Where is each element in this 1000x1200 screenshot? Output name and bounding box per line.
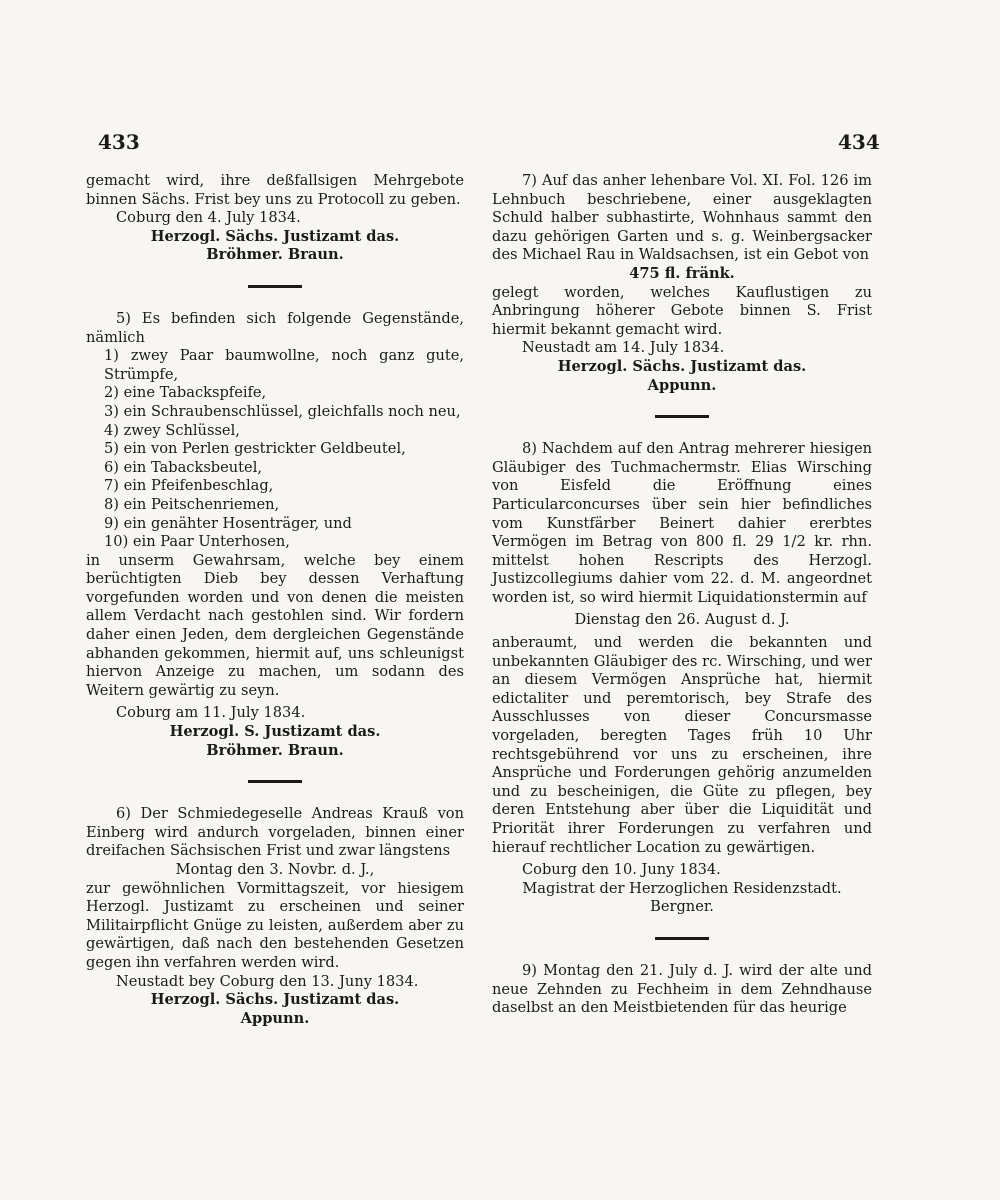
notice-7-amount: 475 fl. fränk. — [629, 264, 735, 282]
notice-7-body: 7) Auf das anher lehenbare Vol. XI. Fol. 126 im Lehnbuch beschriebene, einer ausgeklagten Schuld halber subhastirte, Wohnhaus sammt den dazu gehörigen Garten und s. g. Weinbergsacker des Michael Rau in Waldsachsen, ist ein Gebot von — [492, 172, 872, 264]
continued-notice-text: gemacht wird, ihre deßfallsigen Mehrgebote binnen Sächs. Frist bey uns zu Protocoll zu geben. — [86, 172, 464, 208]
section-divider — [248, 285, 302, 288]
notice-5-signers: Bröhmer. Braun. — [206, 741, 344, 759]
notice-6-date: Montag den 3. Novbr. d. J., — [175, 861, 375, 878]
notice-5-item-list — [86, 347, 464, 552]
notice-7-signer: Appunn. — [647, 376, 717, 394]
notice-9-body: 9) Montag den 21. July d. J. wird der alte und neue Zehnden zu Fechheim in dem Zehndhause daselbst an den Meistbietenden für das heurige — [492, 961, 872, 1017]
list-item: 10) ein Paar Unterhosen, — [104, 533, 290, 551]
list-item: 6) ein Tabacksbeutel, — [104, 458, 262, 476]
list-item: 3) ein Schraubenschlüssel, gleichfalls noch neu, — [104, 402, 461, 420]
continued-notice-signers: Bröhmer. Braun. — [206, 246, 344, 264]
notice-5-intro: 5) Es befinden sich folgende Gegenstände, nämlich — [86, 309, 464, 346]
section-divider — [655, 415, 709, 418]
notice-8-date: Dienstag den 26. August d. J. — [574, 611, 790, 629]
notice-6-body: 6) Der Schmiedegeselle Andreas Krauß von Einberg wird andurch vorgeladen, binnen einer dreifachen Sächsischen Frist und zwar längstens — [86, 805, 464, 860]
notice-6-body-continued: zur gewöhnlichen Vormittagszeit, vor hiesigem Herzogl. Justizamt zu erscheinen und seiner Militairpflicht Gnüge zu leisten, außerdem aber zu gewärtigen, daß nach den bestehenden Gesetzen gegen ihn verfahren werden wird. — [86, 879, 464, 971]
notice-8-body-continued: anberaumt, und werden die bekannten und unbekannten Gläubiger des rc. Wirsching, und wer an diesem Vermögen Ansprüche hat, hiermit edictaliter und peremtorisch, bey Strafe des Ausschlusses von dieser Concursmasse vorgeladen, beregten Tages früh 10 Uhr rechtsgebührend vor uns zu erscheinen, ihre Ansprüche und Forderungen gehörig anzumelden und zu bescheinigen, die Güte zu pflegen, bey deren Entstehung aber über die Liquidität und Priorität ihrer Forderungen zu verfahren und hierauf rechtlicher Location zu gewärtigen. — [492, 634, 872, 856]
left-column — [86, 172, 464, 1028]
notice-6-office: Herzogl. Sächs. Justizamt das. — [150, 991, 400, 1009]
list-item: 4) zwey Schlüssel, — [104, 421, 240, 439]
notice-7-body-continued: gelegt worden, welches Kauflustigen zu Anbringung höherer Gebote binnen S. Frist hiermit bekannt gemacht wird. — [492, 283, 872, 338]
list-item: 7) ein Pfeifenbeschlag, — [104, 477, 274, 495]
notice-7-office: Herzogl. Sächs. Justizamt das. — [557, 357, 807, 375]
notice-5-place-date: Coburg am 11. July 1834. — [116, 704, 306, 722]
right-column — [492, 172, 872, 1018]
notice-8-body: 8) Nachdem auf den Antrag mehrerer hiesigen Gläubiger des Tuchmachermstr. Elias Wirsching von Eisfeld die Eröffnung eines Particularconcurses über sein hier befindliches vom Kunstfärber Beinert dahier ererbtes Vermögen im Betrag von 800 fl. 29 1/2 kr. rhn. mittelst hohen Rescripts des Herzogl. Justizcollegiums dahier vom 22. d. M. angeordnet worden ist, so wird hiermit Liquidationstermin auf — [492, 440, 872, 606]
notice-5-body: in unserm Gewahrsam, welche bey einem berüchtigten Dieb bey dessen Verhaftung vorgefunden worden und von denen die meisten allem Verdacht nach gestohlen sind. Wir fordern daher einen Jeden, dem dergleichen Gegenstände abhanden gekommen, hiermit auf, uns schleunigst hiervon Anzeige zu machen, um sodann des Weitern gewärtig zu seyn. — [86, 551, 464, 699]
notice-6-place-date: Neustadt bey Coburg den 13. Juny 1834. — [116, 972, 419, 990]
list-item: 1) zwey Paar baumwollne, noch ganz gute, Strümpfe, — [104, 347, 464, 383]
list-item: 8) ein Peitschenriemen, — [104, 495, 280, 513]
continued-notice-place-date: Coburg den 4. July 1834. — [116, 209, 301, 227]
list-item: 9) ein genähter Hosenträger, und — [104, 514, 352, 532]
notice-6-signer: Appunn. — [240, 1009, 310, 1027]
continued-notice-office: Herzogl. Sächs. Justizamt das. — [150, 227, 400, 245]
section-divider — [248, 780, 302, 783]
list-item: 2) eine Tabackspfeife, — [104, 384, 267, 402]
page-number-left: 433 — [98, 130, 140, 154]
notice-7-place-date: Neustadt am 14. July 1834. — [522, 339, 725, 357]
page-number-right: 434 — [838, 130, 880, 154]
notice-8-place-date: Coburg den 10. Juny 1834. — [522, 861, 721, 879]
notice-5-office: Herzogl. S. Justizamt das. — [169, 723, 381, 741]
notice-8-office: Magistrat der Herzoglichen Residenzstadt. — [522, 879, 842, 897]
section-divider — [655, 937, 709, 940]
notice-8-signer: Bergner. — [650, 898, 714, 916]
list-item: 5) ein von Perlen gestrickter Geldbeutel, — [104, 440, 406, 458]
